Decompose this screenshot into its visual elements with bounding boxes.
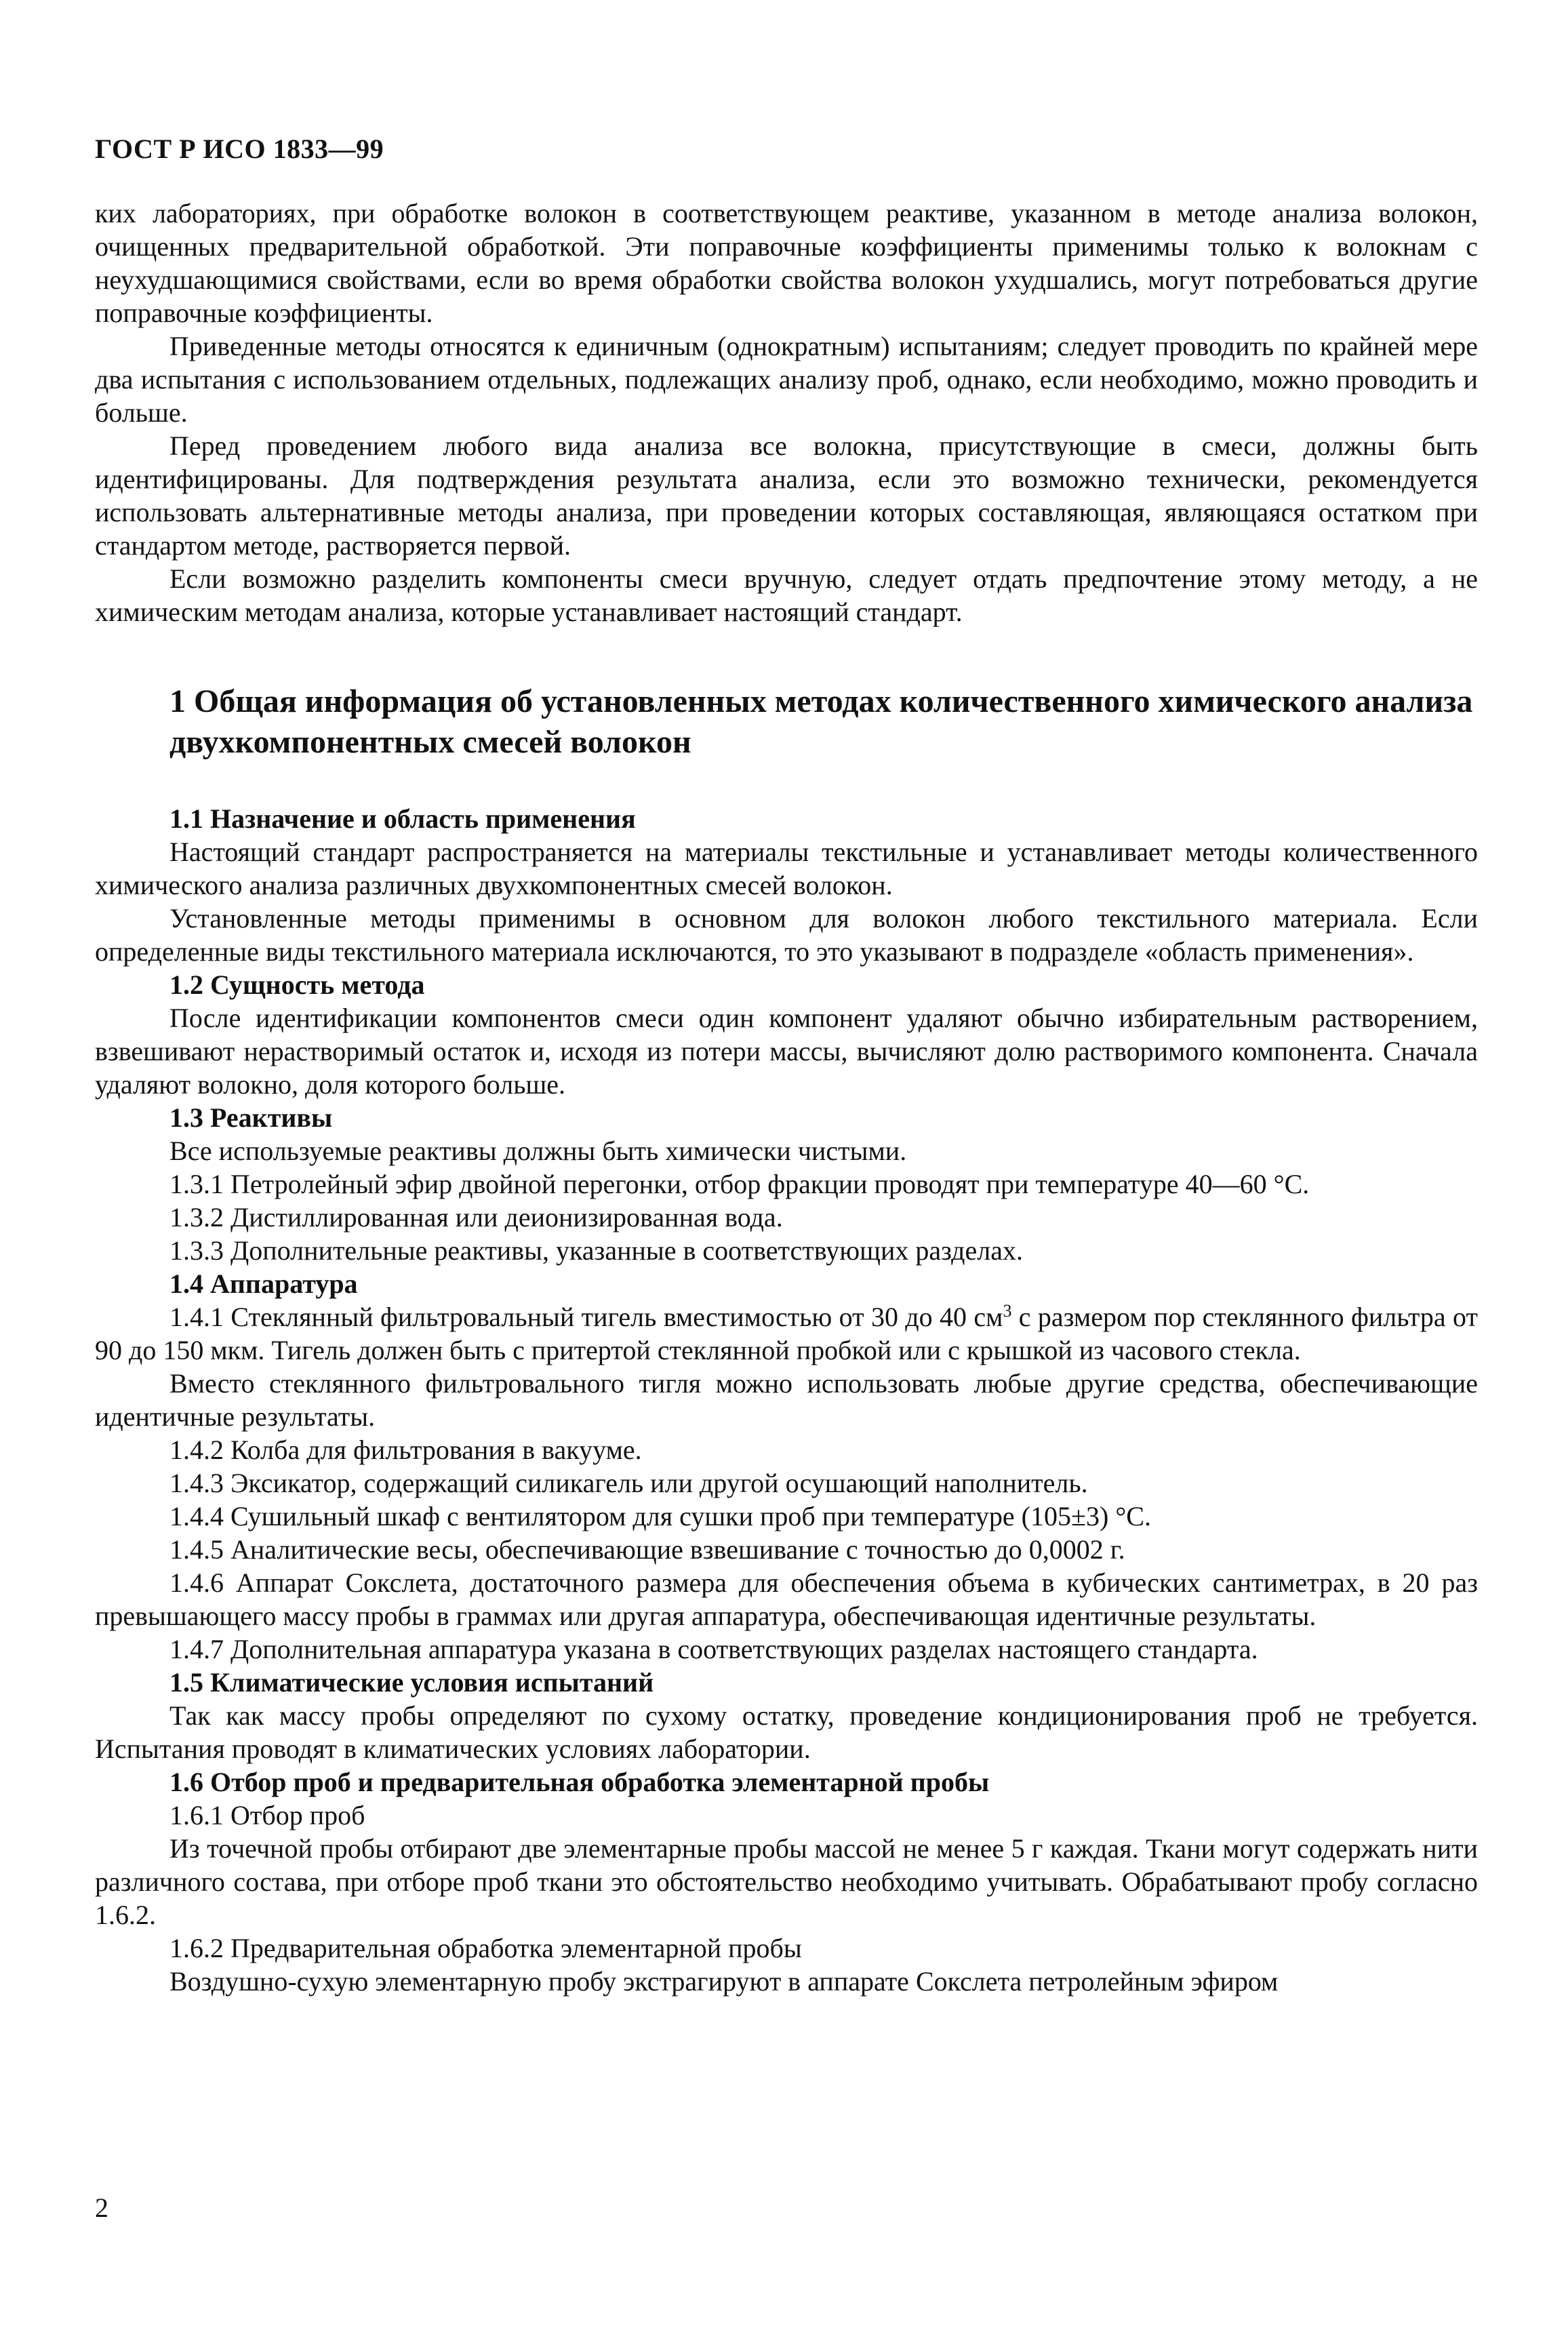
paragraph: 1.3.1 Петролейный эфир двойной перегонки, отбор фракции проводят при температуре 40—60 °С. [169, 1169, 1310, 1199]
superscript: 3 [1003, 1301, 1012, 1321]
paragraph: 1.6.2 Предварительная обработка элементарной пробы [169, 1933, 802, 1963]
paragraph: 1.3.3 Дополнительные реактивы, указанные в соответствующих разделах. [169, 1235, 1024, 1266]
document-page [95, 0, 1478, 2343]
page-number: 2 [95, 2192, 108, 2223]
paragraph: 1.4.6 Аппарат Сокслета, достаточного размера для обеспечения объема в кубических сантиметрах, в 20 раз превышающего массу пробы в граммах или другая аппаратура, обеспечивающая идентичные результаты. [95, 1567, 1478, 1631]
paragraph: Вместо стеклянного фильтровального тигля можно использовать любые другие средства, обеспечивающие идентичные результаты. [95, 1368, 1478, 1432]
subsection-title: 1.1 Назначение и область применения [169, 803, 636, 834]
paragraph: 1.4.5 Аналитические весы, обеспечивающие взвешивание с точностью до 0,0002 г. [169, 1534, 1125, 1565]
paragraph-with-superscript [95, 1300, 1478, 1367]
paragraph: Если возможно разделить компоненты смеси вручную, следует отдать предпочтение этому методу, а не химическим методам анализа, которые устанавливает настоящий стандарт. [95, 563, 1478, 627]
paragraph: ких лабораториях, при обработке волокон в соответствующем реактиве, указанном в методе анализа волокон, очищенных предварительной обработкой. Эти поправочные коэффициенты применимы только к волокнам с неухудшающимися свойствами, если во время обработки свойства волокон ухудшались, могут потребоваться другие поправочные коэффициенты. [95, 198, 1478, 328]
paragraph: Настоящий стандарт распространяется на материалы текстильные и устанавливает методы количественного химического анализа различных двухкомпонентных смесей волокон. [95, 837, 1478, 900]
section-heading: 1 Общая информация об установленных методах количественного химического анализа двухкомпонентных смесей волокон [169, 683, 1473, 760]
paragraph: Приведенные методы относятся к единичным (однократным) испытаниям; следует проводить по крайней мере два испытания с использованием отдельных, подлежащих анализу проб, однако, если необходимо, можно проводить и больше. [95, 331, 1478, 428]
text-span: 1.4.1 Стеклянный фильтровальный тигель вместимостью от 30 до 40 см [169, 1302, 1003, 1332]
subsection-title: 1.2 Сущность метода [169, 969, 425, 1000]
paragraph: Перед проведением любого вида анализа все волокна, присутствующие в смеси, должны быть идентифицированы. Для подтверждения результата анализа, если это возможно технически, рекомендуется использовать альтернативные методы анализа, при проведении которых составляющая, являющаяся остатком при стандартом методе, растворяется первой. [95, 430, 1478, 561]
body-text [95, 197, 1478, 1998]
subsection-title: 1.5 Климатические условия испытаний [169, 1667, 654, 1698]
paragraph: Воздушно-сухую элементарную пробу экстрагируют в аппарате Сокслета петролейным эфиром [169, 1966, 1279, 1997]
subsection-title: 1.6 Отбор проб и предварительная обработка элементарной пробы [169, 1767, 990, 1797]
paragraph: После идентификации компонентов смеси один компонент удаляют обычно избирательным растворением, взвешивают нерастворимый остаток и, исходя из потери массы, вычисляют долю растворимого компонента. Сначала удаляют волокно, доля которого больше. [95, 1003, 1478, 1100]
subsection-title: 1.4 Аппаратура [169, 1268, 358, 1299]
paragraph: 1.6.1 Отбор проб [169, 1800, 365, 1830]
paragraph: Так как массу пробы определяют по сухому остатку, проведение кондиционирования проб не требуется. Испытания проводят в климатических условиях лаборатории. [95, 1700, 1478, 1764]
paragraph: Все используемые реактивы должны быть химически чистыми. [169, 1136, 907, 1166]
subsection-title: 1.3 Реактивы [169, 1102, 333, 1133]
paragraph: 1.4.3 Эксикатор, содержащий силикагель или другой осушающий наполнитель. [169, 1468, 1088, 1498]
paragraph: Из точечной пробы отбирают две элементарные пробы массой не менее 5 г каждая. Ткани могут содержать нити различного состава, при отборе проб ткани это обстоятельство необходимо учитывать. Обрабатывают пробу согласно 1.6.2. [95, 1833, 1478, 1930]
text-span: с размером пор стеклянного фильтра от 90 до 150 мкм. Тигель должен быть с притертой стеклянной пробкой или с крышкой из часового стекла. [95, 1302, 1478, 1365]
paragraph: 1.4.2 Колба для фильтрования в вакууме. [169, 1435, 642, 1465]
paragraph: 1.4.7 Дополнительная аппаратура указана в соответствующих разделах настоящего стандарта. [169, 1634, 1258, 1664]
paragraph: Установленные методы применимы в основном для волокон любого текстильного материала. Если определенные виды текстильного материала исключаются, то это указывают в подразделе «область применения». [95, 903, 1478, 967]
paragraph: 1.3.2 Дистиллированная или деионизированная вода. [169, 1202, 783, 1233]
running-header: ГОСТ Р ИСО 1833—99 [95, 134, 384, 164]
paragraph: 1.4.4 Сушильный шкаф с вентилятором для сушки проб при температуре (105±3) °С. [169, 1501, 1151, 1531]
